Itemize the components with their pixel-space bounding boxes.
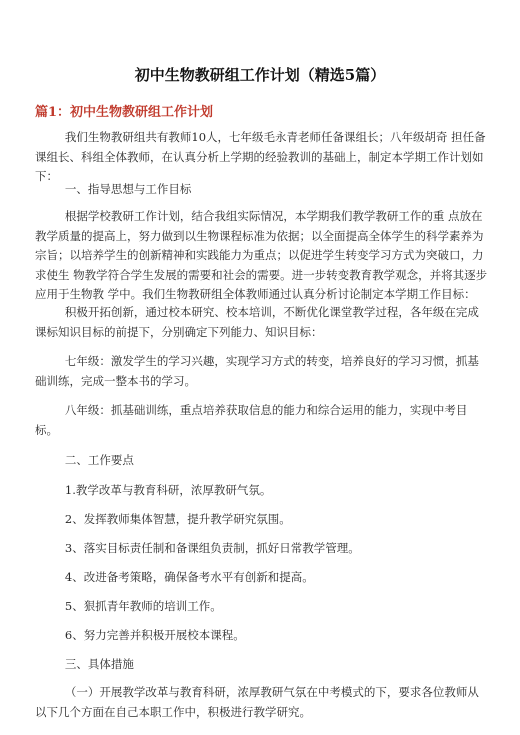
heading-guiding-ideology: 一、指导思想与工作目标	[64, 182, 192, 196]
grade7-paragraph: 七年级：激发学生的学习兴趣，实现学习方式的转变，培养良好的学习习惯，抓基础训练，完成一整本书的学习。	[35, 354, 479, 388]
work-point-item: 3、落实目标责任制和备课组负责制，抓好日常教学管理。	[64, 541, 360, 555]
work-point-item: 5、狠抓青年教师的培训工作。	[64, 599, 222, 613]
intro-paragraph: 我们生物教研组共有教师10人，七年级毛永青老师任备课组长；八年级胡奇 担任备课组长、科组全体教师，在认真分析上学期的经验教训的基础上，制定本学期工作计划如下：	[35, 130, 486, 183]
section-heading: 篇1：初中生物教研组工作计划	[35, 105, 214, 120]
work-point-item: 2、发挥教师集体智慧，提升教学研究氛围。	[64, 512, 291, 526]
guiding-paragraph: 根据学校教研工作计划，结合我组实际情况，本学期我们教学教研工作的重 点放在教学质量的提高上，努力做到以生物课程标准为依据；以全面提高全体学生的科学素养为 宗旨；以培养学生的创新精神和实践能力为重点；以促进学生转变学习方式为突破口，力求使生 物教学符合学生发展的需要和社会的需要。进一步转变教育教学观念，并将其逐步应用于生物教 学中。我们生物教研组全体教师通过认真分析讨论制定本学期工作目标：	[35, 209, 488, 301]
heading-specific-measures: 三、具体措施	[64, 657, 134, 671]
goal-paragraph: 积极开拓创新，通过校本研究、校本培训，不断优化课堂教学过程，各年级在完成课标知识目标的前提下，分别确定下列能力、知识目标：	[35, 305, 479, 339]
measure-paragraph: （一）开展教学改革与教育科研，浓厚教研气氛在中考模式的下，要求各位教师从以下几个方面在自己本职工作中，积极进行教学研究。	[35, 685, 479, 719]
heading-work-points: 二、工作要点	[64, 453, 134, 467]
grade8-paragraph: 八年级：抓基础训练，重点培养获取信息的能力和综合运用的能力，实现中考目标。	[35, 403, 468, 437]
work-point-item: 1.教学改革与教育科研，浓厚教研气氛。	[64, 483, 272, 497]
work-point-item: 6、努力完善并积极开展校本课程。	[64, 628, 245, 642]
document-title: 初中生物教研组工作计划（精选5篇）	[134, 66, 386, 84]
work-point-item: 4、改进备考策略，确保备考水平有创新和提高。	[64, 570, 314, 584]
